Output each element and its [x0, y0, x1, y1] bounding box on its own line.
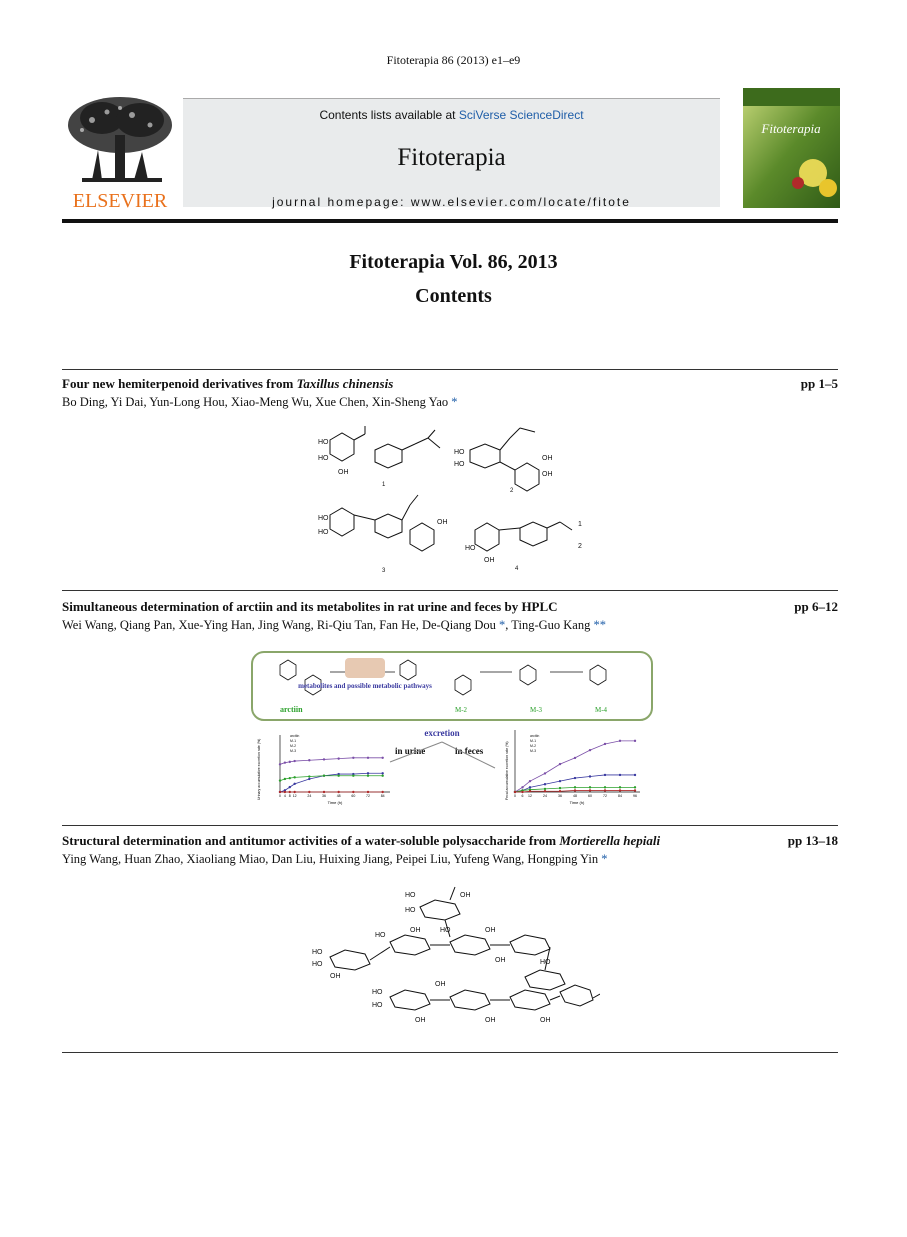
data-point-M-2 — [352, 775, 354, 777]
header-rule — [62, 219, 838, 223]
feces-label: in feces — [455, 746, 484, 756]
svg-text:OH: OH — [330, 973, 341, 980]
svg-text:OH: OH — [410, 927, 421, 934]
svg-text:HO: HO — [440, 927, 451, 934]
page-title: Fitoterapia Vol. 86, 2013 — [349, 251, 558, 273]
article-title-italic: Mortierella hepiali — [559, 833, 661, 848]
compound-label: 3 — [382, 568, 386, 574]
corresponding-author-link[interactable]: * — [451, 395, 458, 409]
data-point-arctiin — [279, 763, 281, 765]
journal-homepage[interactable]: journal homepage: www.elsevier.com/locate/fitote — [272, 195, 631, 209]
svg-text:OH: OH — [485, 1017, 496, 1024]
publisher-name: ELSEVIER — [72, 190, 168, 210]
article-title-italic: Taxillus chinensis — [296, 376, 394, 391]
data-point-M-3 — [323, 791, 325, 793]
svg-text:HO: HO — [375, 932, 386, 939]
authors-text: Wei Wang, Qiang Pan, Xue-Ying Han, Jing Wang, Ri-Qiu Tan, Fan He, De-Qiang Dou — [62, 618, 496, 632]
data-point-arctiin — [308, 759, 310, 761]
svg-text:HO: HO — [312, 961, 323, 968]
svg-text:HO: HO — [454, 461, 465, 468]
article-title-1[interactable] — [62, 376, 393, 392]
x-tick-label: 60 — [351, 794, 356, 798]
arctiin-label: arctiin — [280, 705, 303, 714]
data-point-M-2 — [289, 777, 291, 779]
x-tick-label: 60 — [588, 794, 592, 798]
sciencedirect-link[interactable]: SciVerse ScienceDirect — [458, 108, 584, 122]
feces-excretion-chart — [505, 730, 640, 805]
data-point-M-3 — [604, 789, 606, 791]
entry-divider — [62, 1052, 838, 1053]
data-point-M-2 — [323, 775, 325, 777]
cover-title: Fitoterapia — [761, 121, 821, 136]
urine-excretion-chart — [257, 734, 390, 805]
authors-text: Ying Wang, Huan Zhao, Xiaoliang Miao, Dan Liu, Huixing Jiang, Peipei Liu, Yufeng Wang, Hongping Yin — [62, 852, 599, 866]
article-authors-3 — [62, 852, 608, 867]
article-title-2[interactable]: Simultaneous determination of arctiin and its metabolites in rat urine and feces by HPLC — [62, 599, 558, 614]
m4-label: M-4 — [595, 706, 608, 714]
data-point-arctiin — [589, 749, 591, 751]
data-point-arctiin — [619, 740, 621, 742]
data-point-arctiin — [323, 758, 325, 760]
graphical-abstract-2 — [250, 650, 655, 810]
svg-text:HO: HO — [372, 1002, 383, 1009]
corresponding-author-link[interactable]: * — [601, 852, 608, 866]
data-point-M-1 — [289, 786, 291, 788]
data-point-arctiin — [367, 757, 369, 759]
legend-item: M-1 — [530, 739, 537, 743]
svg-text:HO: HO — [318, 439, 329, 446]
svg-text:OH: OH — [540, 1017, 551, 1024]
data-point-M-3 — [279, 791, 281, 793]
data-point-arctiin — [634, 740, 636, 742]
data-point-arctiin — [337, 757, 339, 759]
data-point-M-3 — [529, 790, 531, 792]
x-tick-label: 84 — [618, 794, 622, 798]
data-point-arctiin — [559, 763, 561, 765]
data-point-M-3 — [367, 791, 369, 793]
svg-text:HO: HO — [465, 545, 476, 552]
data-point-M-3 — [308, 791, 310, 793]
data-point-M-3 — [293, 791, 295, 793]
contents-prefix: Contents lists available at — [319, 108, 459, 122]
graphical-abstract-1 — [310, 420, 600, 580]
data-point-M-1 — [574, 777, 576, 779]
x-tick-label: 72 — [603, 794, 607, 798]
svg-text:OH: OH — [542, 471, 553, 478]
data-point-M-2 — [619, 786, 621, 788]
article-title-text: Four new hemiterpenoid derivatives from — [62, 376, 297, 391]
data-point-arctiin — [529, 780, 531, 782]
svg-text:HO: HO — [318, 529, 329, 536]
svg-text:OH: OH — [485, 927, 496, 934]
svg-text:OH: OH — [495, 957, 506, 964]
x-tick-label: 12 — [292, 794, 297, 798]
x-tick-label: 96 — [633, 794, 637, 798]
entry-divider — [62, 825, 838, 826]
journal-banner — [183, 98, 720, 207]
x-tick-label: 0 — [514, 794, 516, 798]
data-point-arctiin — [574, 757, 576, 759]
compound-label: 2 — [510, 488, 514, 494]
data-point-arctiin — [521, 786, 523, 788]
x-tick-label: 0 — [279, 794, 281, 798]
authors-text: , Ting-Guo Kang — [505, 618, 591, 632]
svg-text:OH: OH — [435, 981, 446, 988]
page-subtitle: Contents — [415, 285, 492, 307]
x-tick-label: 48 — [573, 794, 577, 798]
svg-text:2: 2 — [578, 543, 582, 550]
data-point-M-3 — [337, 791, 339, 793]
data-point-M-3 — [589, 789, 591, 791]
article-pages-1: pp 1–5 — [800, 376, 838, 391]
data-point-M-3 — [619, 789, 621, 791]
legend-item: M-2 — [530, 744, 537, 748]
data-point-M-1 — [604, 774, 606, 776]
authors-text: Bo Ding, Yi Dai, Yun-Long Hou, Xiao-Meng Wu, Xue Chen, Xin-Sheng Yao — [62, 395, 449, 409]
data-point-M-3 — [559, 790, 561, 792]
x-tick-label: 84 — [380, 794, 385, 798]
elsevier-logo[interactable] — [62, 90, 178, 210]
pathway-label: metabolites and possible metabolic pathways — [298, 682, 432, 690]
legend-item: M-2 — [290, 744, 297, 748]
svg-text:OH: OH — [338, 469, 349, 476]
data-point-M-2 — [337, 775, 339, 777]
data-point-M-1 — [529, 786, 531, 788]
running-head: Fitoterapia 86 (2013) e1–e9 — [386, 53, 521, 67]
legend-item: M-3 — [530, 749, 537, 753]
svg-text:HO: HO — [318, 515, 329, 522]
compound-label: 1 — [382, 482, 386, 488]
data-point-M-1 — [589, 775, 591, 777]
data-point-M-2 — [544, 788, 546, 790]
entry-divider — [62, 590, 838, 591]
data-point-M-1 — [544, 783, 546, 785]
journal-cover-image[interactable] — [743, 88, 840, 208]
journal-header — [62, 90, 838, 210]
data-point-arctiin — [352, 757, 354, 759]
data-point-M-2 — [308, 775, 310, 777]
legend-item: M-3 — [290, 749, 297, 753]
data-point-M-2 — [279, 779, 281, 781]
svg-text:HO: HO — [318, 455, 329, 462]
data-point-M-2 — [604, 786, 606, 788]
svg-text:HO: HO — [405, 907, 416, 914]
data-point-arctiin — [381, 757, 383, 759]
corresponding-author-link[interactable]: ** — [593, 618, 606, 632]
journal-name: Fitoterapia — [397, 144, 506, 171]
m3-label: M-3 — [530, 706, 543, 714]
legend-item: arctiin — [530, 734, 540, 738]
entry-divider — [62, 369, 838, 370]
graphical-abstract-3 — [310, 882, 600, 1042]
x-tick-label: 8 — [288, 794, 291, 798]
data-point-arctiin — [289, 761, 291, 763]
data-point-M-2 — [293, 776, 295, 778]
svg-text:HO: HO — [540, 959, 551, 966]
x-tick-label: 6 — [521, 794, 524, 798]
data-point-M-1 — [308, 778, 310, 780]
data-point-M-3 — [381, 791, 383, 793]
data-point-M-1 — [559, 780, 561, 782]
svg-text:OH: OH — [484, 557, 495, 564]
data-point-M-2 — [589, 786, 591, 788]
data-point-arctiin — [544, 772, 546, 774]
urine-ylabel: Urinary accumulative excretion rate (%) — [257, 738, 261, 800]
data-point-M-2 — [559, 787, 561, 789]
article-authors-2 — [62, 618, 606, 633]
svg-text:HO: HO — [372, 989, 383, 996]
compound-label: 4 — [515, 566, 519, 572]
data-point-M-1 — [293, 783, 295, 785]
data-point-M-2 — [634, 786, 636, 788]
data-point-M-2 — [367, 775, 369, 777]
x-tick-label: 36 — [558, 794, 562, 798]
data-point-M-2 — [284, 778, 286, 780]
corresponding-author-link[interactable]: * — [499, 618, 506, 632]
legend-item: M-1 — [290, 739, 297, 743]
contents-line — [183, 108, 720, 122]
feces-xlabel: Time (h) — [569, 800, 585, 805]
article-pages-3: pp 13–18 — [787, 833, 838, 848]
x-tick-label: 4 — [283, 794, 286, 798]
data-point-M-3 — [284, 791, 286, 793]
data-point-M-3 — [634, 789, 636, 791]
svg-text:OH: OH — [437, 519, 448, 526]
excretion-label: excretion — [424, 728, 460, 738]
data-point-M-3 — [289, 791, 291, 793]
svg-text:OH: OH — [460, 892, 471, 899]
svg-text:HO: HO — [454, 449, 465, 456]
data-point-M-1 — [634, 774, 636, 776]
data-point-arctiin — [293, 760, 295, 762]
data-point-M-3 — [514, 791, 516, 793]
data-point-arctiin — [284, 761, 286, 763]
data-point-M-1 — [367, 772, 369, 774]
legend-item: arctiin — [290, 734, 300, 738]
x-tick-label: 24 — [543, 794, 547, 798]
feces-ylabel: Fecal accumulative excretion rate (%) — [505, 741, 509, 800]
data-point-M-2 — [381, 775, 383, 777]
svg-text:OH: OH — [415, 1017, 426, 1024]
data-point-arctiin — [604, 743, 606, 745]
x-tick-label: 24 — [307, 794, 312, 798]
data-point-M-3 — [521, 791, 523, 793]
x-tick-label: 48 — [336, 794, 341, 798]
svg-text:HO: HO — [312, 949, 323, 956]
urine-xlabel: Time (h) — [327, 800, 343, 805]
article-title-3[interactable] — [62, 833, 660, 849]
data-point-M-2 — [574, 786, 576, 788]
x-tick-label: 36 — [322, 794, 326, 798]
svg-text:HO: HO — [405, 892, 416, 899]
svg-text:1: 1 — [578, 521, 582, 528]
data-point-M-3 — [574, 789, 576, 791]
x-tick-label: 12 — [528, 794, 532, 798]
article-pages-2: pp 6–12 — [794, 599, 838, 614]
data-point-M-3 — [352, 791, 354, 793]
article-authors-1 — [62, 395, 458, 410]
m2-label: M-2 — [455, 706, 468, 714]
data-point-M-3 — [544, 790, 546, 792]
data-point-M-1 — [619, 774, 621, 776]
svg-text:OH: OH — [542, 455, 553, 462]
x-tick-label: 72 — [366, 794, 370, 798]
urine-label: in urine — [395, 746, 426, 756]
article-title-text: Structural determination and antitumor activities of a water-soluble polysaccharide from — [62, 833, 560, 848]
data-point-M-1 — [381, 772, 383, 774]
